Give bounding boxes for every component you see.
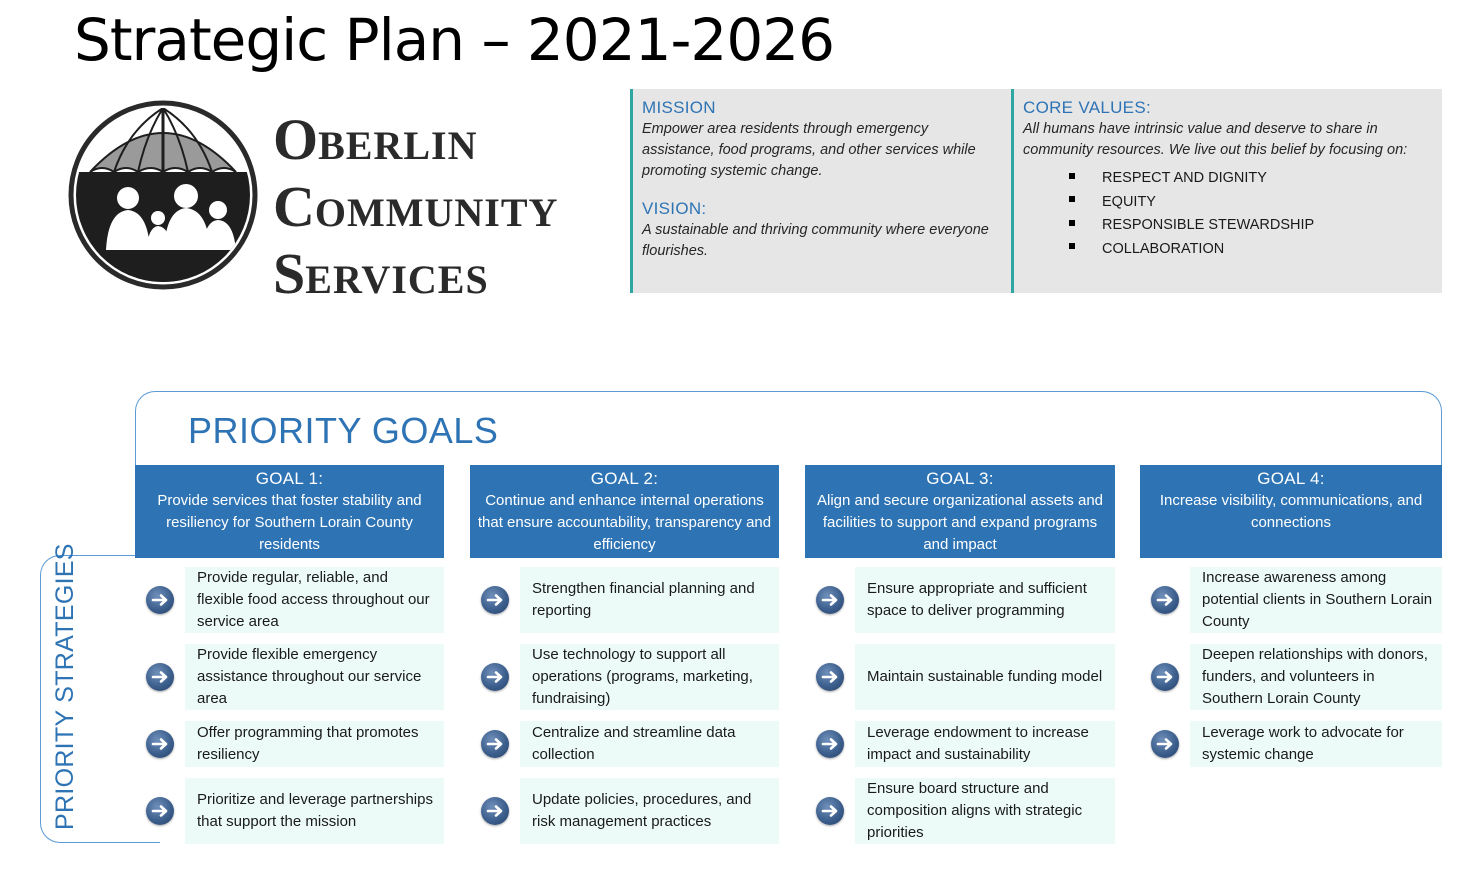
strategy-box: [185, 721, 444, 767]
strategy-text: Prioritize and leverage partnerships that support the mission: [197, 791, 433, 830]
vision-heading: VISION:: [642, 199, 707, 218]
strategy-box: [520, 644, 779, 710]
arrow-right-circle-icon: [146, 663, 174, 691]
strategy-text: Ensure appropriate and sufficient space to deliver programming: [867, 580, 1087, 619]
bullet-square-icon: [1069, 220, 1075, 226]
goal-4-strategy-3: [1140, 721, 1442, 767]
strategy-box: [520, 778, 779, 844]
goal-4-strategy-2: [1140, 644, 1442, 710]
priority-goals-title: PRIORITY GOALS: [188, 410, 499, 451]
strategy-text: Strengthen financial planning and reporting: [532, 580, 755, 619]
arrow-right-circle-icon: [816, 797, 844, 825]
arrow-right-circle-icon: [146, 797, 174, 825]
bullet-square-icon: [1069, 173, 1075, 179]
goal-3-strategy-2: [805, 644, 1115, 710]
logo-wordmark: OBERLIN COMMUNITY SERVICES: [273, 107, 559, 306]
strategy-text: Maintain sustainable funding model: [867, 668, 1103, 685]
goal-1-header: GOAL 1: Provide services that foster stability and resiliency for Southern Lorain County residents: [135, 465, 444, 558]
mission-heading: MISSION: [642, 98, 716, 117]
strategy-box: [855, 721, 1115, 767]
arrow-right-circle-icon: [481, 586, 509, 614]
goal-1-strategy-4: [135, 778, 444, 844]
arrow-right-circle-icon: [816, 586, 844, 614]
arrow-right-circle-icon: [146, 730, 174, 758]
goal-3-strategy-3: [805, 721, 1115, 767]
strategy-text: Leverage work to advocate for systemic change: [1202, 724, 1404, 763]
goal-1-strategy-1: [135, 567, 444, 633]
goal-3-strategy-1: [805, 567, 1115, 633]
strategy-text: Offer programming that promotes resiliency: [197, 724, 419, 763]
strategy-text: Leverage endowment to increase impact and sustainability: [867, 724, 1089, 763]
arrow-right-circle-icon: [1151, 663, 1179, 691]
strategy-text: Use technology to support all operations (programs, marketing, fundraising): [532, 646, 753, 707]
goal-2-strategy-2: [470, 644, 779, 710]
goal-2-strategy-1: [470, 567, 779, 633]
organization-logo: [68, 100, 588, 306]
strategy-box: [1190, 644, 1442, 710]
strategy-text: Centralize and streamline data collection: [532, 724, 736, 763]
strategy-box: [185, 644, 444, 710]
arrow-right-circle-icon: [1151, 730, 1179, 758]
strategy-text: Provide flexible emergency assistance throughout our service area: [197, 646, 422, 707]
arrow-right-circle-icon: [816, 663, 844, 691]
arrow-right-circle-icon: [481, 797, 509, 825]
arrow-right-circle-icon: [481, 663, 509, 691]
strategy-box: [520, 721, 779, 767]
core-value-item: RESPONSIBLE STEWARDSHIP: [1069, 214, 1432, 238]
mission-vision-panel: [630, 89, 1011, 293]
strategy-box: [855, 567, 1115, 633]
core-values-text: All humans have intrinsic value and deserve to share in community resources. We live out this belief by focusing on:: [1023, 121, 1408, 158]
strategy-box: [185, 567, 444, 633]
goal-1-strategy-3: [135, 721, 444, 767]
strategy-text: Provide regular, reliable, and flexible food access throughout our service area: [197, 569, 430, 630]
goal-4-strategy-1: [1140, 567, 1442, 633]
goal-4-header: GOAL 4: Increase visibility, communications, and connections: [1140, 465, 1442, 558]
core-values-heading: CORE VALUES:: [1023, 98, 1151, 117]
core-value-item: RESPECT AND DIGNITY: [1069, 167, 1432, 191]
core-values-list: [1023, 167, 1432, 261]
arrow-right-circle-icon: [146, 586, 174, 614]
strategy-box: [520, 567, 779, 633]
bullet-square-icon: [1069, 196, 1075, 202]
page-title: Strategic Plan – 2021-2026: [74, 6, 835, 74]
goal-2-header: GOAL 2: Continue and enhance internal operations that ensure accountability, transparency and efficiency: [470, 465, 779, 558]
mission-text: Empower area residents through emergency assistance, food programs, and other services while promoting systemic change.: [642, 121, 976, 179]
vision-text: A sustainable and thriving community where everyone flourishes.: [642, 222, 989, 259]
bullet-square-icon: [1069, 243, 1075, 249]
core-value-item: EQUITY: [1069, 191, 1432, 215]
strategy-text: Deepen relationships with donors, funders, and volunteers in Southern Lorain County: [1202, 646, 1428, 707]
priority-strategies-label: PRIORITY STRATEGIES: [51, 543, 79, 830]
umbrella-family-logo-icon: [68, 100, 268, 290]
arrow-right-circle-icon: [816, 730, 844, 758]
goal-3-strategy-4: [805, 778, 1115, 844]
strategy-text: Ensure board structure and composition aligns with strategic priorities: [867, 780, 1083, 841]
strategy-text: Increase awareness among potential clients in Southern Lorain County: [1202, 569, 1433, 630]
goal-1-strategy-2: [135, 644, 444, 710]
strategy-box: [855, 778, 1115, 844]
arrow-right-circle-icon: [1151, 586, 1179, 614]
strategy-box: [855, 644, 1115, 710]
strategy-text: Update policies, procedures, and risk management practices: [532, 791, 752, 830]
goal-3-header: GOAL 3: Align and secure organizational assets and facilities to support and expand programs and impact: [805, 465, 1115, 558]
strategy-box: [185, 778, 444, 844]
arrow-right-circle-icon: [481, 730, 509, 758]
goal-2-strategy-3: [470, 721, 779, 767]
core-value-item: COLLABORATION: [1069, 238, 1432, 262]
strategy-box: [1190, 567, 1442, 633]
core-values-panel: [1011, 89, 1442, 293]
strategy-box: [1190, 721, 1442, 767]
goal-2-strategy-4: [470, 778, 779, 844]
